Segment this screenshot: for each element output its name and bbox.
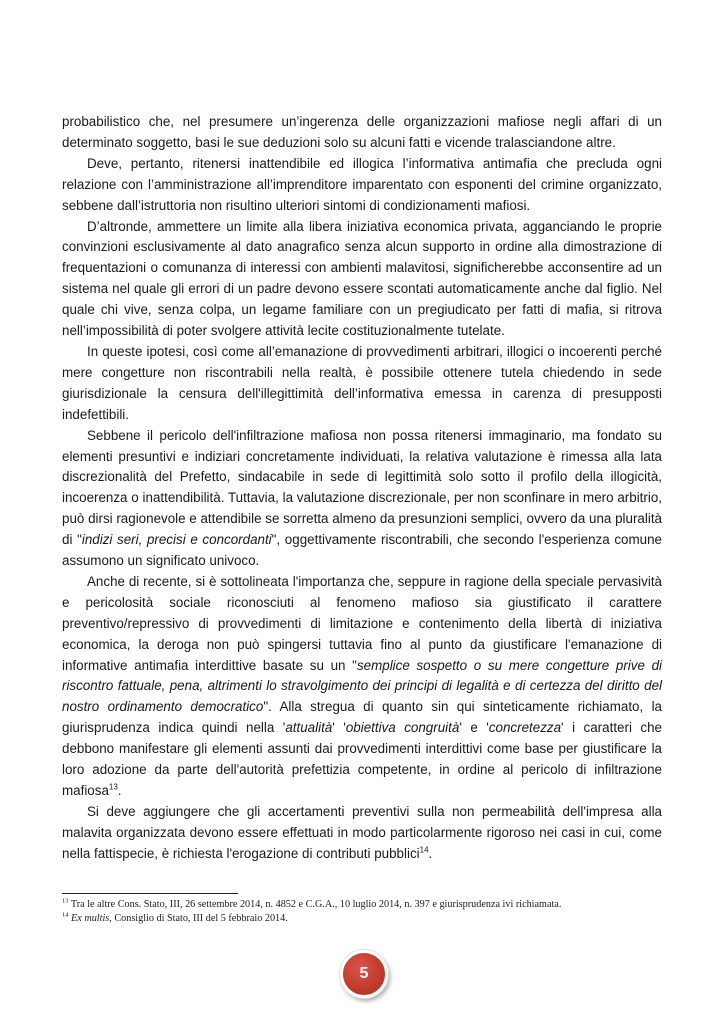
text-run: , Consiglio di Stato, III del 5 febbraio 2014. — [109, 912, 288, 924]
italic-text: concretezza — [488, 720, 562, 736]
text-run: Deve, pertanto, ritenersi inattendibile ed illogica l’informativa antimafia che precluda ogni relazione con l’amministrazione all’imprenditore imparentato con esponenti del crimine organizzato, sebbene dall’istruttoria non risultino ulteriori sintomi di condizionamenti mafiosi. — [62, 155, 662, 213]
text-run: Si deve aggiungere che gli accertamenti preventivi sulla non permeabilità dell'impresa alla malavita organizzata devono essere effettuati in modo particolarmente rigoroso nei casi in cui, come nella fattispecie, è richiesta l'erogazione di contributi pubblici — [62, 803, 662, 861]
italic-text: attualità — [285, 720, 333, 736]
footnote-number: 13 — [62, 897, 69, 905]
footnote — [62, 898, 682, 912]
footnote-number: 14 — [62, 911, 69, 919]
page-number: 5 — [359, 965, 369, 982]
text-run: Sebbene il pericolo dell'infiltrazione mafiosa non possa ritenersi immaginario, ma fondato su elementi presuntivi e indiziari concretamente individuati, la relativa valutazione è rimessa alla lata discrezionalità del Prefetto, sindacabile in sede di legittimità solo sotto il profilo della illogicità, incoerenza o inattendibilità. Tuttavia, la valutazione discrezionale, per non sconfinare in mero arbitrio, può dirsi ragionevole e attendibile se sorretta almeno da presunzioni semplici, ovvero da una pluralità di " — [62, 427, 662, 548]
italic-text: Ex multis — [71, 912, 110, 924]
text-run: ' e ' — [459, 720, 489, 736]
footnote-separator — [62, 893, 238, 894]
text-run: probabilistico che, nel presumere un’ingerenza delle organizzazioni mafiose negli affari di un determinato soggetto, basi le sue deduzioni solo su alcuni fatti e vicende tralasciandone altre. — [62, 114, 662, 150]
text-run: ' ' — [332, 720, 346, 736]
footnote-ref: 14 — [419, 845, 429, 855]
text-run: . — [428, 845, 433, 861]
paragraph — [62, 217, 662, 342]
italic-text: obiettiva congruità — [345, 720, 460, 736]
italic-text: indizi seri, precisi e concordanti — [81, 532, 272, 548]
footnotes — [62, 898, 682, 926]
text-run: D’altronde, ammettere un limite alla libera iniziativa economica privata, agganciando le proprie convinzioni esclusivamente al dato anagrafico senza alcun supporto in ordine alla dimostrazione di frequentazioni o comunanza di interessi con ambienti malavitosi, significherebbe acconsentire ad un sistema nel quale gli errori di un padre devono essere scontati automaticamente anche dal figlio. Nel quale chi vive, senza colpa, un legame familiare con un pregiudicato per fatti di mafia, si ritrova nell’impossibilità di poter svolgere attività lecite costituzionalmente tutelate. — [62, 218, 662, 339]
page-number-badge — [340, 950, 388, 998]
text-run: In queste ipotesi, così come all’emanazione di provvedimenti arbitrari, illogici o incoerenti perché mere congetture non riscontrabili nella realtà, è possibile ottenere tutela chiedendo in sede giurisdizionale la censura dell'illegittimità dell’informativa emessa in carenza di presupposti indefettibili. — [62, 343, 662, 422]
paragraph — [62, 112, 662, 154]
text-run: ". Alla stregua di quanto sin qui sinteticamente richiamato, la giurisprudenza indica quindi nella ' — [62, 699, 662, 736]
text-run: Tra le altre Cons. Stato, III, 26 settembre 2014, n. 4852 e C.G.A., 10 luglio 2014, n. 397 e giurisprudenza ivi richiamata. — [68, 899, 562, 910]
text-run: ", oggettivamente riscontrabili, che secondo l'esperienza comune assumono un significato univoco. — [62, 532, 662, 569]
paragraph — [62, 154, 662, 217]
footnote-ref: 13 — [108, 782, 118, 792]
body-text — [62, 112, 662, 865]
paragraph — [62, 342, 662, 426]
text-run: . — [117, 783, 122, 798]
italic-text: semplice sospetto o su mere congetture prive di riscontro fattuale, pena, altrimenti lo stravolgimento dei principi di legalità e di certezza del diritto del nostro ordinamento democratico — [62, 657, 663, 715]
text-run: Anche di recente, si è sottolineata l'importanza che, seppure in ragione della speciale pervasività e pericolosità sociale riconosciuti al fenomeno mafioso sia giustificato il carattere preventivo/repressivo di provvedimenti di limitazione e contenimento della libertà di iniziativa economica, la deroga non può spingersi tuttavia fino al punto da giustificare l'emanazione di informative antimafia interdittive basate su un " — [62, 573, 662, 673]
text-run: ' i caratteri che debbono manifestare gli elementi assunti dai provvedimenti interdittivi come base per giustificare la loro adozione da parte dell'autorità prefettizia competente, in ordine al pericolo di infiltrazione mafiosa — [62, 720, 662, 798]
paragraph — [62, 426, 662, 572]
footnote — [62, 912, 682, 926]
paragraph — [62, 802, 662, 865]
paragraph — [62, 572, 662, 802]
